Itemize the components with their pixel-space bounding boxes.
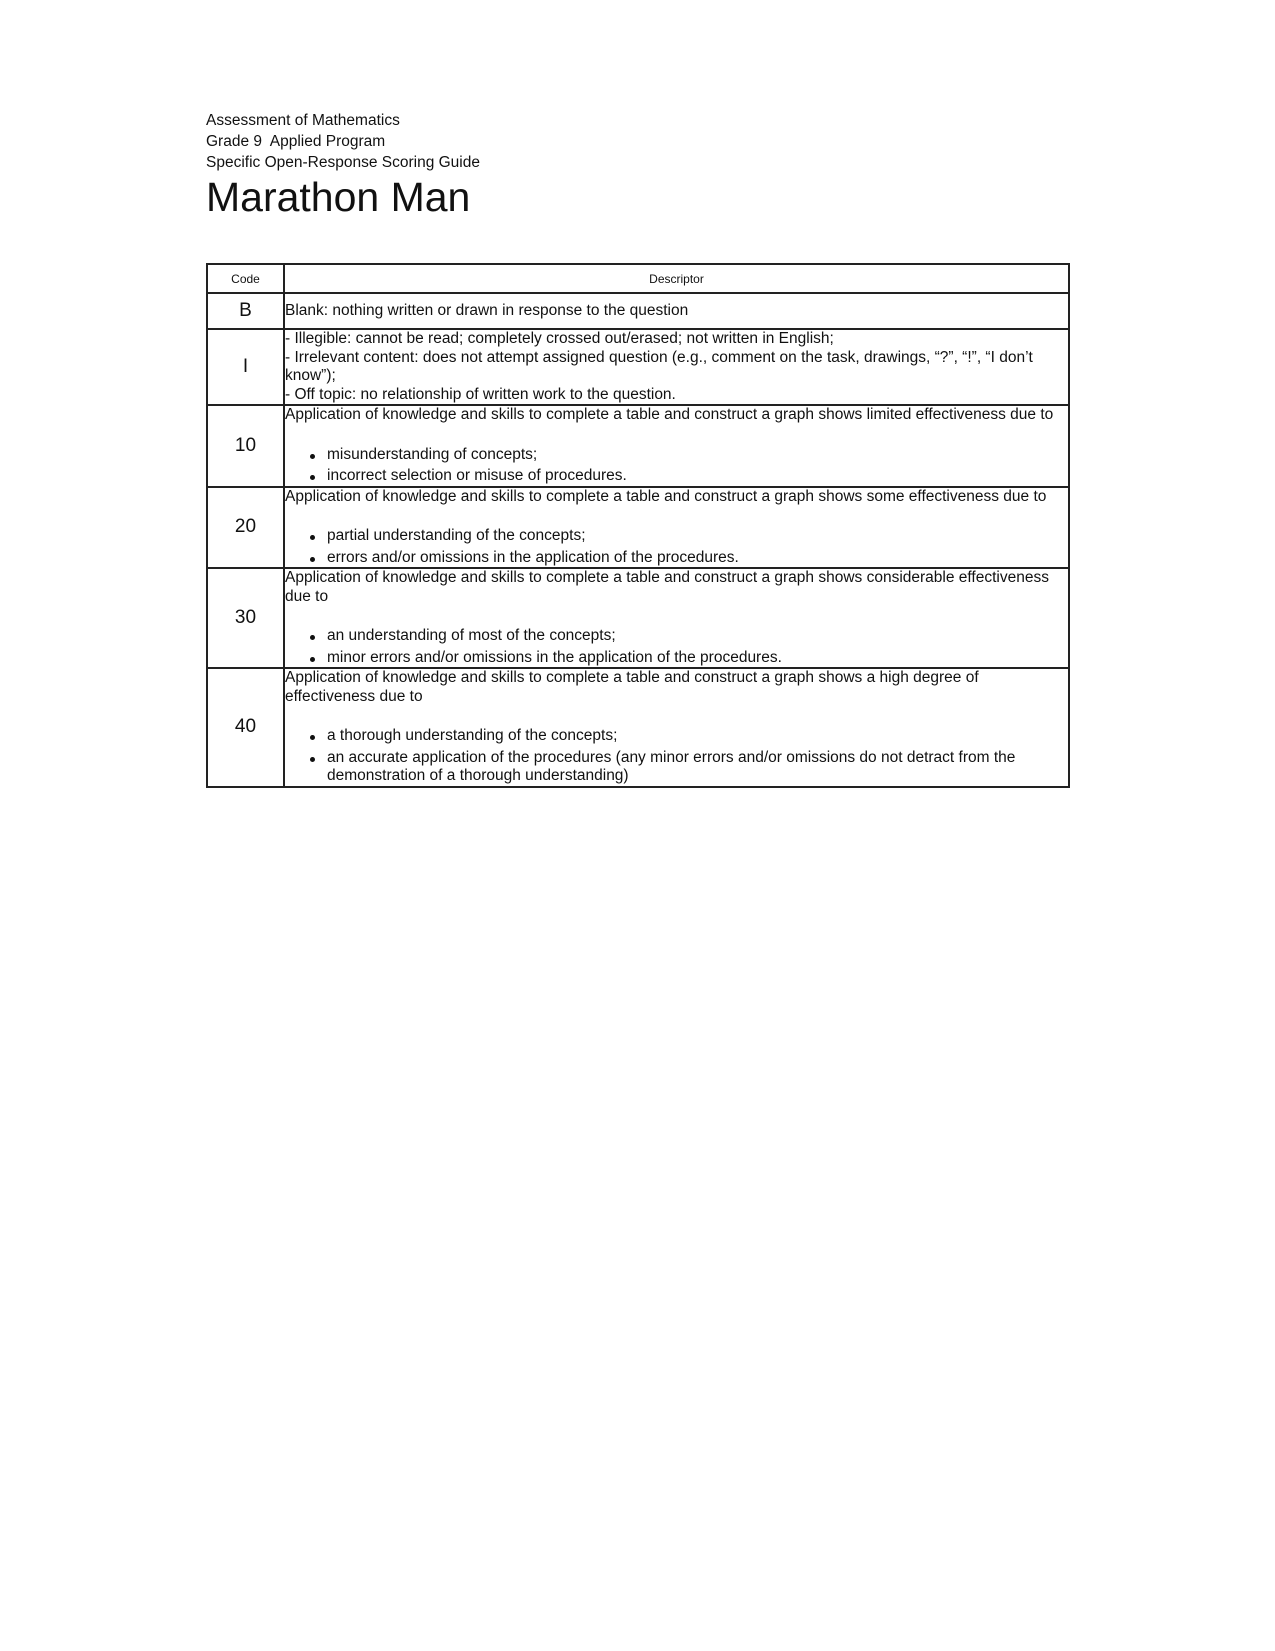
descriptor-intro: Application of knowledge and skills to complete a table and construct a graph shows limited effectiveness due to <box>285 406 1054 423</box>
descriptor-cell <box>285 406 1068 488</box>
table-row <box>208 569 1068 669</box>
code-cell: 10 <box>208 406 285 488</box>
bullet-item: misunderstanding of concepts; <box>327 446 1068 465</box>
table-row <box>208 488 1068 570</box>
descriptor-bullet-list <box>285 527 1068 567</box>
table-header-row <box>208 265 1068 294</box>
bullet-item: an understanding of most of the concepts; <box>327 627 1068 646</box>
descriptor-line: Blank: nothing written or drawn in response to the question <box>285 301 689 319</box>
assessment-line: Assessment of Mathematics <box>206 112 400 129</box>
descriptor-cell <box>285 669 1068 786</box>
descriptor-line: - Irrelevant content: does not attempt assigned question (e.g., comment on the task, drawings, “?”, “!”, “I don’t know”); <box>285 348 1033 384</box>
bullet-item: errors and/or omissions in the application of the procedures. <box>327 549 1068 568</box>
code-column-header: Code <box>208 265 285 294</box>
descriptor-column-header: Descriptor <box>285 265 1068 294</box>
descriptor-cell <box>285 488 1068 570</box>
descriptor-bullet-list <box>285 446 1068 486</box>
code-cell: I <box>208 330 285 406</box>
guide-type-line: Specific Open-Response Scoring Guide <box>206 154 480 171</box>
table-row <box>208 669 1068 786</box>
bullet-item: a thorough understanding of the concepts; <box>327 727 1068 746</box>
grade-line: Grade 9 Applied Program <box>206 133 386 150</box>
code-cell: 30 <box>208 569 285 669</box>
descriptor-intro: Application of knowledge and skills to complete a table and construct a graph shows some effectiveness due to <box>285 487 1047 505</box>
descriptor-line: - Illegible: cannot be read; completely crossed out/erased; not written in English; <box>285 330 834 347</box>
descriptor-bullet-list <box>285 727 1068 786</box>
table-row <box>208 294 1068 330</box>
bullet-item: an accurate application of the procedures (any minor errors and/or omissions do not detract from the demonstration of a thorough understanding) <box>327 749 1068 786</box>
descriptor-cell <box>285 569 1068 669</box>
descriptor-bullet-list <box>285 627 1068 667</box>
descriptor-line: - Off topic: no relationship of written work to the question. <box>285 385 676 403</box>
descriptor-cell <box>285 330 1068 406</box>
code-cell: B <box>208 294 285 330</box>
bullet-item: minor errors and/or omissions in the application of the procedures. <box>327 649 1068 668</box>
descriptor-intro: Application of knowledge and skills to complete a table and construct a graph shows a high degree of effectiveness due to <box>285 669 979 705</box>
bullet-item: incorrect selection or misuse of procedures. <box>327 467 1068 486</box>
descriptor-intro: Application of knowledge and skills to complete a table and construct a graph shows considerable effectiveness due to <box>285 569 1049 605</box>
table-row <box>208 406 1068 488</box>
code-cell: 20 <box>208 488 285 570</box>
document-header <box>206 110 480 220</box>
code-cell: 40 <box>208 669 285 786</box>
bullet-item: partial understanding of the concepts; <box>327 527 1068 546</box>
document-title: Marathon Man <box>206 174 471 220</box>
scoring-guide-table <box>206 263 1070 788</box>
table-row <box>208 330 1068 406</box>
descriptor-cell <box>285 294 1068 330</box>
